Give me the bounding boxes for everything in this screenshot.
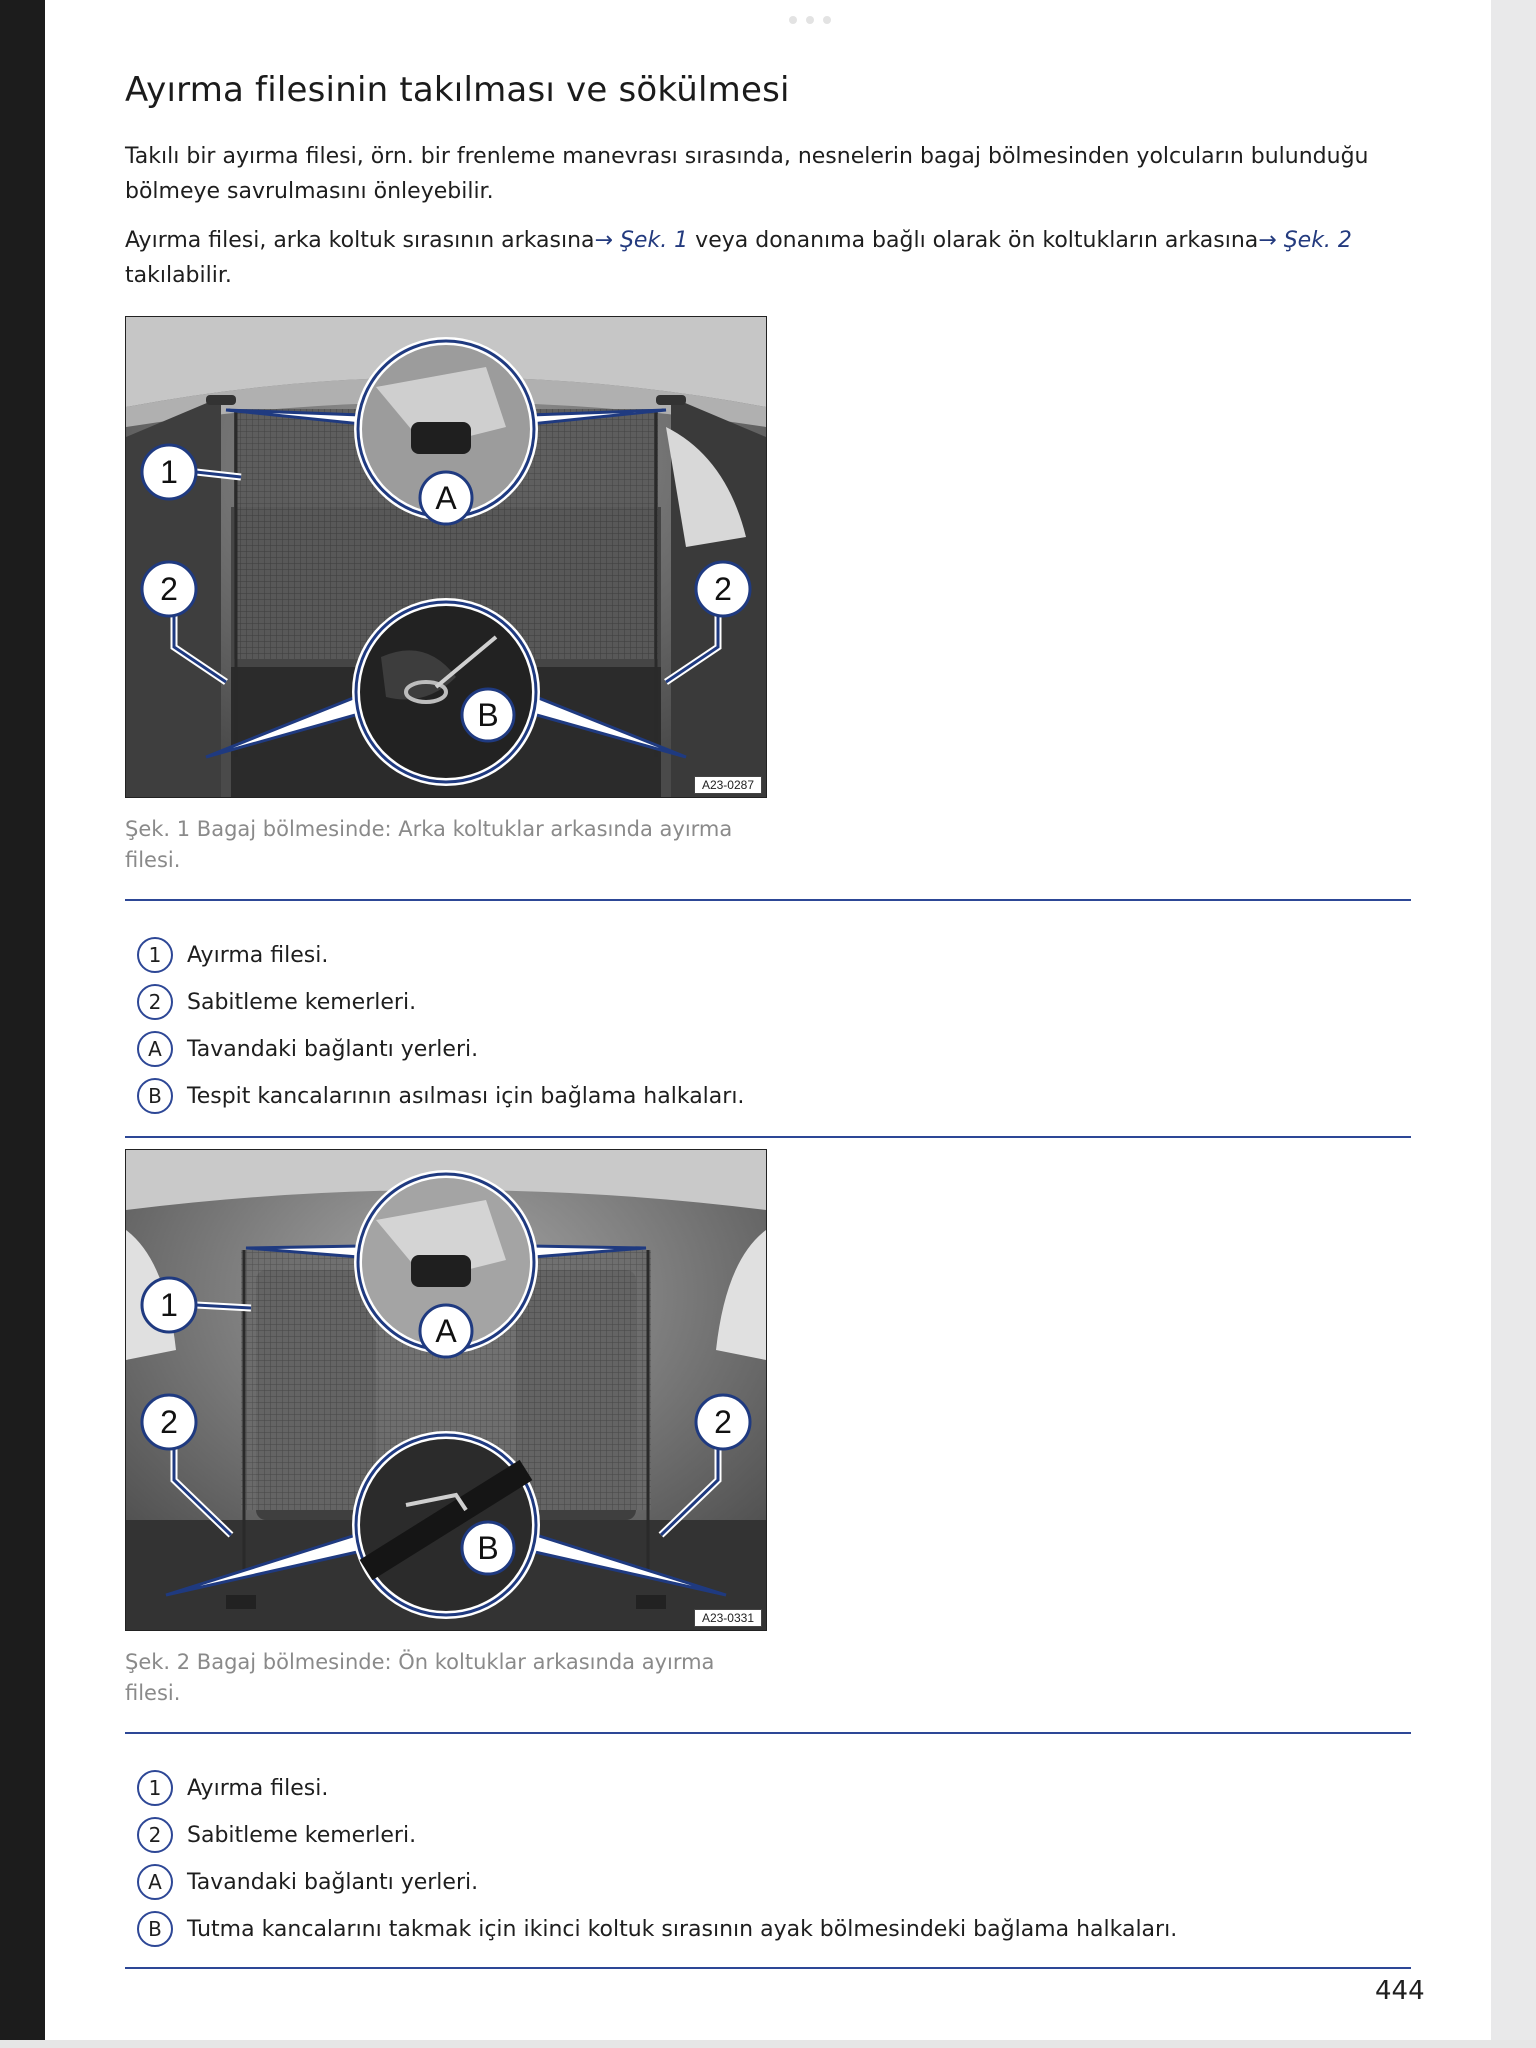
- legend-item: [137, 1864, 1177, 1900]
- figure-1-link[interactable]: → Şek. 1: [594, 228, 689, 253]
- paragraph-text-2: veya donanıma bağlı olarak ön koltukların arkasına: [688, 228, 1259, 253]
- page-number: 444: [1375, 1976, 1425, 2006]
- divider: [125, 899, 1411, 901]
- viewer-bottom-strip: [0, 2040, 1536, 2048]
- figure-1-legend: [137, 937, 744, 1125]
- legend-badge: 1: [137, 937, 173, 973]
- figure-2-caption: Şek. 2 Bagaj bölmesinde: Ön koltuklar arkasında ayırma filesi.: [125, 1650, 715, 1705]
- figure-2-marker-1: [142, 1278, 196, 1332]
- legend-item: [137, 1031, 744, 1067]
- viewer-right-strip: [1491, 0, 1536, 2048]
- legend-badge: B: [137, 1911, 173, 1947]
- svg-text:2: 2: [160, 571, 178, 607]
- figure-1-marker-a: [420, 472, 472, 524]
- paragraph-text-3: takılabilir.: [125, 263, 232, 288]
- figure-2-marker-a: [420, 1305, 472, 1357]
- svg-text:A: A: [435, 1313, 457, 1349]
- legend-badge: 1: [137, 1770, 173, 1806]
- legend-text: Tespit kancalarının asılması için bağlama halkaları.: [187, 1083, 745, 1109]
- svg-text:2: 2: [714, 1404, 732, 1440]
- document-page: [45, 0, 1491, 2048]
- legend-text: Ayırma filesi.: [187, 1775, 329, 1801]
- divider: [125, 1136, 1411, 1138]
- legend-item: [137, 984, 744, 1020]
- legend-text: Tutma kancalarını takmak için ikinci koltuk sırasının ayak bölmesindeki bağlama halkaları.: [187, 1916, 1178, 1942]
- legend-badge: 2: [137, 1817, 173, 1853]
- legend-text: Tavandaki bağlantı yerleri.: [187, 1869, 479, 1895]
- figure-2-image: [125, 1149, 767, 1631]
- svg-text:B: B: [477, 1530, 499, 1566]
- legend-item: [137, 1770, 1177, 1806]
- figure-1-marker-2-left: [142, 562, 196, 616]
- legend-badge: A: [137, 1864, 173, 1900]
- svg-text:B: B: [477, 697, 499, 733]
- svg-text:A: A: [435, 480, 457, 516]
- figure-1-code: A23-0287: [694, 776, 762, 794]
- legend-badge: B: [137, 1078, 173, 1114]
- section-title: Ayırma filesinin takılması ve sökülmesi: [125, 70, 790, 110]
- legend-text: Sabitleme kemerleri.: [187, 989, 417, 1015]
- figure-2-code: A23-0331: [694, 1609, 762, 1627]
- figure-1-marker-2-right: [696, 562, 750, 616]
- figure-2-link[interactable]: → Şek. 2: [1258, 228, 1352, 253]
- figure-2-marker-b: [462, 1522, 514, 1574]
- mounting-paragraph: [125, 223, 1405, 293]
- legend-text: Ayırma filesi.: [187, 942, 329, 968]
- svg-text:2: 2: [714, 571, 732, 607]
- figure-1-image: [125, 316, 767, 798]
- divider: [125, 1732, 1411, 1734]
- page-drag-handle[interactable]: [789, 16, 831, 24]
- figure-2-legend: [137, 1770, 1177, 1958]
- figure-2-marker-2-left: [142, 1395, 196, 1449]
- legend-badge: A: [137, 1031, 173, 1067]
- legend-item: [137, 1817, 1177, 1853]
- legend-text: Sabitleme kemerleri.: [187, 1822, 417, 1848]
- figure-1-marker-b: [462, 689, 514, 741]
- divider: [125, 1967, 1411, 1969]
- figure-1-caption: Şek. 1 Bagaj bölmesinde: Arka koltuklar arkasında ayırma filesi.: [125, 817, 733, 872]
- legend-item: [137, 937, 744, 973]
- legend-item: [137, 1078, 744, 1114]
- figure-1-marker-1: [142, 445, 196, 499]
- svg-text:2: 2: [160, 1404, 178, 1440]
- figure-2-marker-2-right: [696, 1395, 750, 1449]
- legend-badge: 2: [137, 984, 173, 1020]
- intro-paragraph: Takılı bir ayırma filesi, örn. bir frenleme manevrası sırasında, nesnelerin bagaj bölmesinden yolcuların bulunduğu bölmeye savrulmasını önleyebilir.: [125, 144, 1369, 204]
- legend-item: [137, 1911, 1177, 1947]
- svg-text:1: 1: [160, 1287, 178, 1323]
- legend-text: Tavandaki bağlantı yerleri.: [187, 1036, 479, 1062]
- paragraph-text-1: Ayırma filesi, arka koltuk sırasının arkasına: [125, 228, 595, 253]
- svg-text:1: 1: [160, 454, 178, 490]
